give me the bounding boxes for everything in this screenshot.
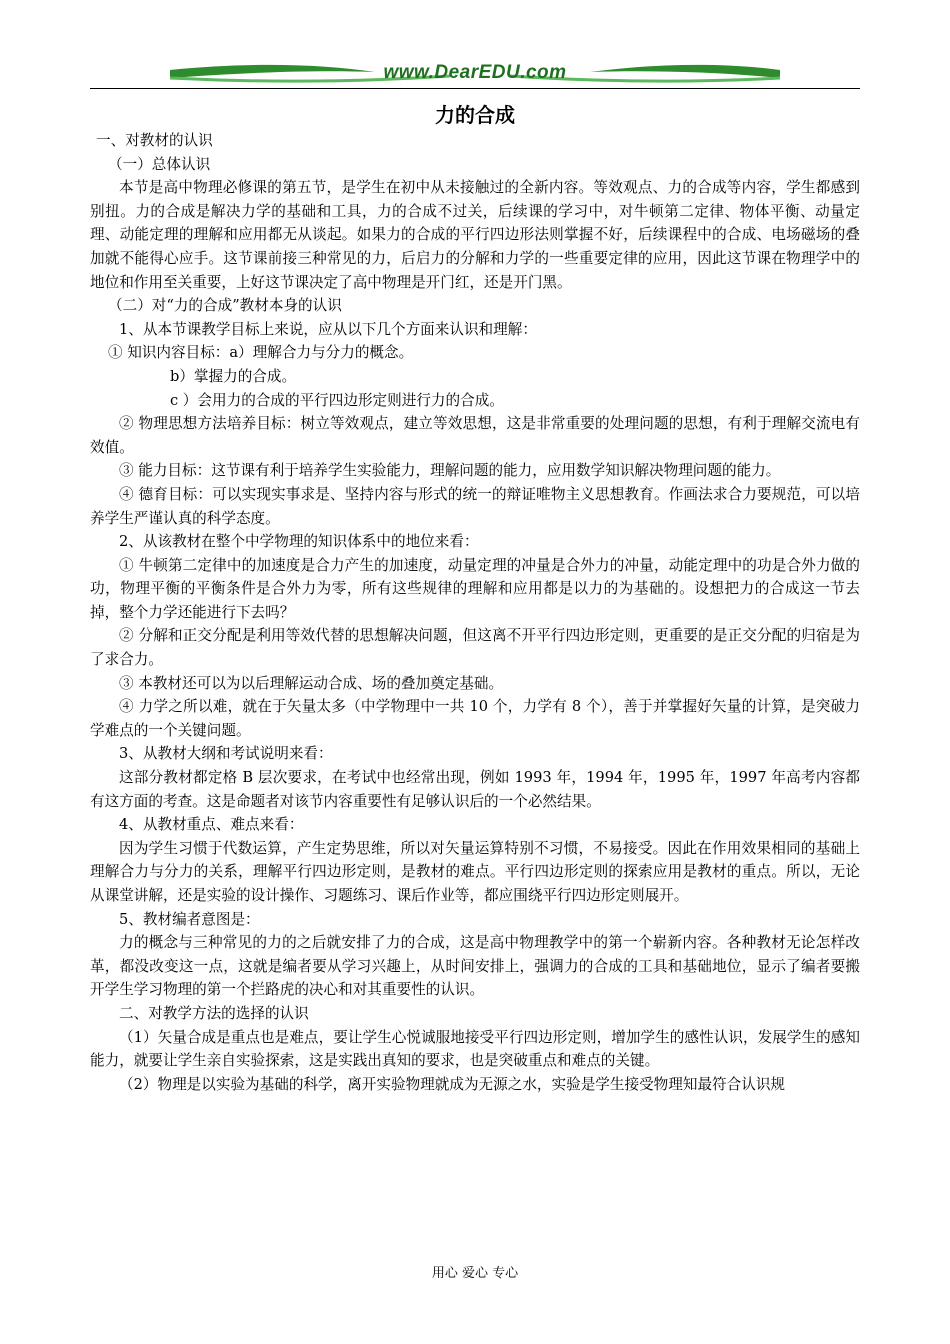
paragraph: 4、从教材重点、难点来看：: [119, 816, 304, 834]
paragraph: 5、教材编者意图是：: [119, 910, 260, 928]
subsection-heading: （二）对“力的合成”教材本身的认识: [108, 297, 342, 315]
paragraph: ② 物理思想方法培养目标：树立等效观点，建立等效思想，这是非常重要的处理问题的思想，有利于理解交流电有效值。: [90, 415, 860, 456]
paragraph: ③ 本教材还可以为以后理解运动合成、场的叠加奠定基础。: [119, 674, 504, 692]
paragraph: 因为学生习惯于代数运算，产生定势思维，所以对矢量运算特别不习惯，不易接受。因此在作用效果相同的基础上理解合力与分力的关系，理解平行四边形定则，是教材的难点。平行四边形定则的探索应用是教材的重点。所以，无论从课堂讲解，还是实验的设计操作、习题练习、课后作业等，都应围绕平行四边形定则展开。: [90, 839, 860, 904]
paragraph: 这部分教材都定格 B 层次要求，在考试中也经常出现，例如 1993 年，1994 年，1995 年，1997 年高考内容都有这方面的考查。这是命题者对该节内容重要性有足够认识后的一个必然结果。: [90, 769, 860, 810]
page-footer: 用心 爱心 专心: [431, 1266, 519, 1281]
section-heading: 一、对教材的认识: [96, 132, 213, 149]
document-title: 力的合成: [435, 103, 515, 127]
paragraph: 力的概念与三种常见的力的之后就安排了力的合成，这是高中物理教学中的第一个崭新内容。各种教材无论怎样改革，都没改变这一点，这就是编者要从学习兴趣上，从时间安排上，强调力的合成的工具和基础地位，显示了编者要搬开学生学习物理的第一个拦路虎的决心和对其重要性的认识。: [90, 934, 860, 999]
paragraph: 1、从本节课教学目标上来说，应从以下几个方面来认识和理解：: [119, 320, 537, 338]
paragraph: 3、从教材大纲和考试说明来看：: [119, 745, 333, 763]
paragraph: ② 分解和正交分配是利用等效代替的思想解决问题，但这离不开平行四边形定则，更重要的是正交分配的归宿是为了求合力。: [90, 627, 860, 669]
document-body: [90, 129, 860, 1096]
section-heading: （1）矢量合成是重点也是难点，要让学生心悦诚服地接受平行四边形定则，增加学生的感性认识，发展学生的感知能力，就要让学生亲自实验探索，这是实践出真知的要求，也是突破重点和难点的关键。: [90, 1028, 860, 1070]
list-subitem: c ）会用力的合成的平行四边形定则进行力的合成。: [170, 391, 504, 409]
paragraph: ① 牛顿第二定律中的加速度是合力产生的加速度，动量定理的冲量是合外力的冲量，动能定理中的功是合外力做的功，物理平衡的平衡条件是合外力为零，所有这些规律的理解和应用都是以力的为基础的。设想把力的合成这一节去掉，整个力学还能进行下去吗？: [90, 556, 860, 621]
list-item: ① 知识内容目标：a）理解合力与分力的概念。: [108, 344, 414, 362]
subsection-heading: （一）总体认识: [108, 155, 211, 173]
site-header: [90, 58, 860, 90]
paragraph: ④ 德育目标：可以实现实事求是、坚持内容与形式的统一的辩证唯物主义思想教育。作画法求合力要规范，可以培养学生严谨认真的科学态度。: [90, 485, 860, 527]
paragraph: ④ 力学之所以难，就在于矢量太多（中学物理中一共 10 个，力学有 8 个），善于并掌握好矢量的计算，是突破力学难点的一个关键问题。: [90, 698, 860, 739]
paragraph: 本节是高中物理必修课的第五节，是学生在初中从未接触过的全新内容。等效观点、力的合成等内容，学生都感到别扭。力的合成是解决力学的基础和工具，力的合成不过关，后续课的学习中，对牛顿第二定律、物体平衡、动量定理、动能定理的理解和应用都无从谈起。如果力的合成的平行四边形法则掌握不好，后续课程中的合成、电场磁场的叠加就不能得心应手。这节课前接三种常见的力，后启力的分解和力学的一些重要定律的应用，因此这节课在物理学中的地位和作用至关重要，上好这节课决定了高中物理是开门红，还是开门黑。: [90, 179, 860, 291]
paragraph: ③ 能力目标：这节课有利于培养学生实验能力，理解问题的能力，应用数学知识解决物理问题的能力。: [119, 462, 781, 480]
header-divider: [90, 88, 860, 89]
paragraph: 二、对教学方法的选择的认识: [119, 1004, 309, 1022]
paragraph: 2、从该教材在整个中学物理的知识体系中的地位来看：: [119, 533, 479, 551]
site-name: www.DearEDU.com: [383, 62, 567, 83]
list-subitem: b）掌握力的合成。: [170, 367, 297, 385]
paragraph: （2）物理是以实验为基础的科学，离开实验物理就成为无源之水，实验是学生接受物理知最符合认识规: [119, 1075, 786, 1093]
